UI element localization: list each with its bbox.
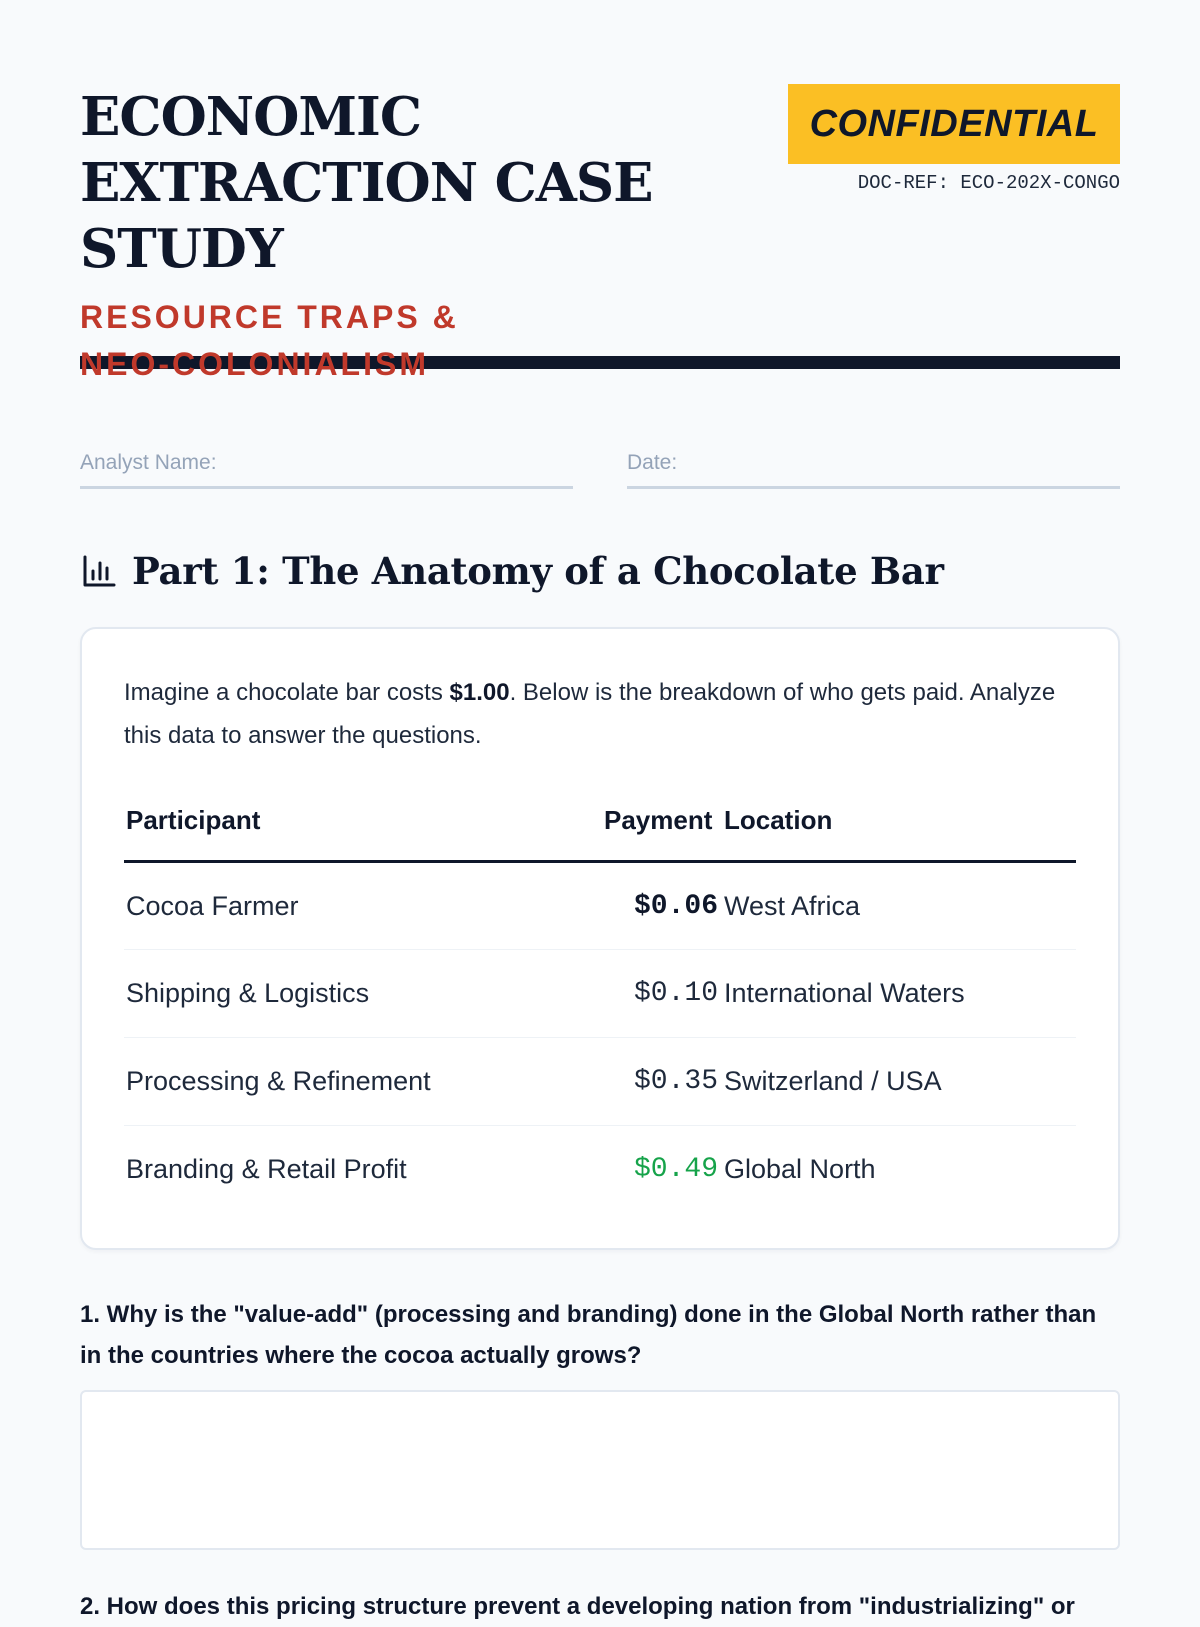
part-1-title: Part 1: The Anatomy of a Chocolate Bar xyxy=(132,549,944,593)
payment-cell: $0.35 xyxy=(602,1038,722,1126)
payment-cell: $0.10 xyxy=(602,950,722,1038)
table-row xyxy=(124,1038,1076,1126)
location-cell: International Waters xyxy=(722,950,1076,1038)
table-row xyxy=(124,1126,1076,1214)
participant-cell: Cocoa Farmer xyxy=(124,862,602,950)
confidential-stamp-label: CONFIDENTIAL xyxy=(809,102,1099,145)
participant-column-header: Participant xyxy=(124,797,602,862)
table-header-row xyxy=(124,797,1076,862)
card-intro-text xyxy=(124,671,1076,757)
question-2: 2. How does this pricing structure prevent a developing nation from "industrializing" or xyxy=(80,1592,1075,1620)
participant-cell: Shipping & Logistics xyxy=(124,950,602,1038)
analyst-name-field[interactable] xyxy=(80,451,573,489)
payment-cell: $0.06 xyxy=(602,862,722,950)
analyst-name-label: Analyst Name: xyxy=(80,451,217,474)
location-cell: Switzerland / USA xyxy=(722,1038,1076,1126)
document-subtitle: RESOURCE TRAPS & NEO-COLONIALISM xyxy=(80,299,459,382)
date-label: Date: xyxy=(627,451,678,474)
intro-text-end: . Below is the breakdown of who gets paid. Analyze this data to answer the questions. xyxy=(124,679,1056,749)
question-1: 1. Why is the "value-add" (processing and branding) done in the Global North rather than in the countries where the cocoa actually grows? xyxy=(80,1300,1097,1369)
payment-column-header: Payment xyxy=(602,797,722,862)
confidential-stamp xyxy=(788,84,1120,164)
payment-breakdown-table xyxy=(124,797,1076,1214)
intro-price: $1.00 xyxy=(449,679,510,706)
student-info-fields xyxy=(80,451,1120,489)
date-field[interactable] xyxy=(627,451,1120,489)
location-column-header: Location xyxy=(722,797,1076,862)
document-title: ECONOMIC EXTRACTION CASE STUDY xyxy=(80,86,653,280)
payment-cell: $0.49 xyxy=(633,1154,718,1186)
chocolate-bar-card xyxy=(80,627,1120,1250)
answer-1-textarea[interactable] xyxy=(80,1390,1120,1550)
participant-cell: Branding & Retail Profit xyxy=(126,1154,407,1185)
document-reference: DOC-REF: ECO-202X-CONGO xyxy=(857,172,1120,194)
participant-cell: Processing & Refinement xyxy=(124,1038,602,1126)
location-cell: West Africa xyxy=(722,862,1076,950)
location-cell: Global North xyxy=(724,1154,876,1185)
bar-chart-icon xyxy=(80,552,118,590)
part-1-heading xyxy=(80,549,1120,593)
document-header xyxy=(80,84,1120,382)
intro-text-start: Imagine a chocolate bar costs xyxy=(124,679,450,706)
table-row xyxy=(124,862,1076,950)
table-row xyxy=(124,950,1076,1038)
